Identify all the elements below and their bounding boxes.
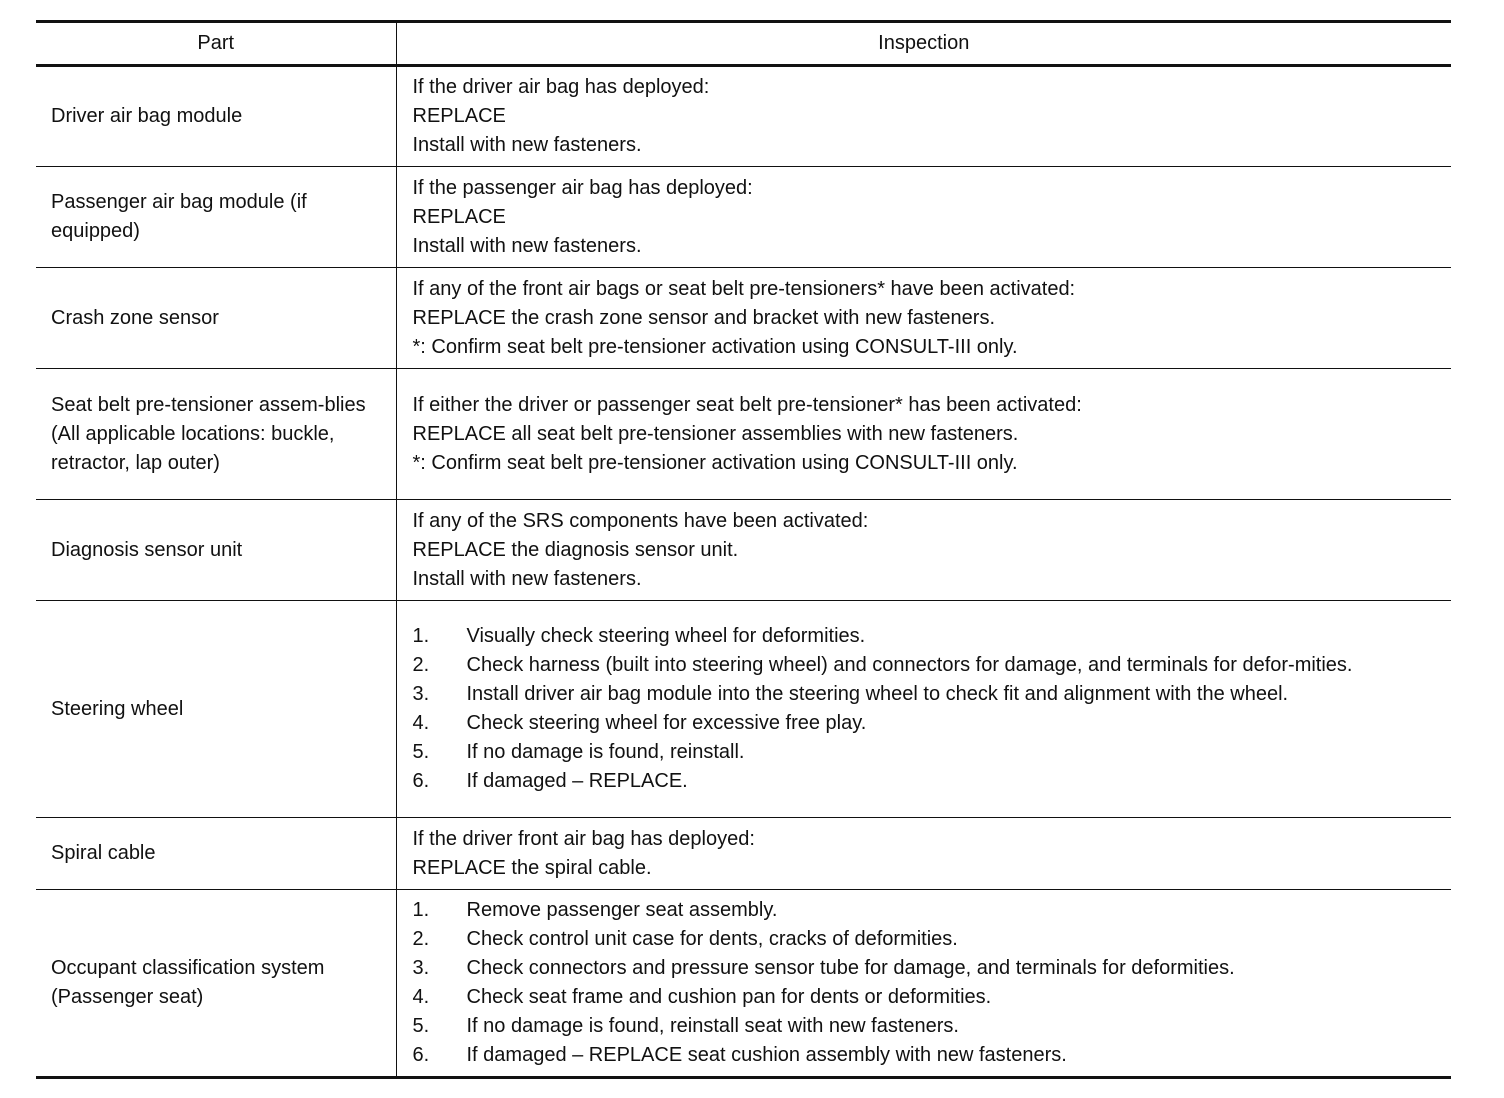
step-number: 5.	[412, 1015, 430, 1037]
part-note: (All applicable locations: buckle, retractor, lap outer)	[51, 422, 335, 474]
step-item	[413, 738, 1442, 767]
part-name: Spiral cable	[51, 842, 156, 864]
table-row	[36, 818, 1451, 890]
inspection-cell	[396, 500, 1451, 601]
step-text: Check seat frame and cushion pan for dents or deformities.	[466, 986, 992, 1008]
table-row	[36, 268, 1451, 369]
inspection-line: If either the driver or passenger seat belt pre-tensioner* has been activated:	[412, 393, 1082, 416]
table-row	[36, 369, 1451, 500]
inspection-cell	[396, 890, 1451, 1078]
inspection-line: Install with new fasteners.	[412, 234, 642, 257]
step-item	[413, 709, 1442, 738]
part-cell	[36, 818, 396, 890]
inspection-line: Install with new fasteners.	[412, 134, 642, 156]
inspection-cell	[396, 601, 1451, 818]
step-number: 2.	[412, 928, 430, 950]
part-cell	[36, 268, 396, 369]
table-row	[36, 66, 1451, 167]
inspection-line: REPLACE	[412, 105, 506, 127]
step-item	[413, 767, 1442, 796]
part-name: Seat belt pre-tensioner assem-blies	[51, 393, 366, 416]
step-item	[413, 983, 1442, 1012]
inspection-line: REPLACE the diagnosis sensor unit.	[412, 538, 739, 561]
step-number: 3.	[412, 957, 430, 979]
step-item	[413, 954, 1442, 983]
table-row	[36, 601, 1451, 818]
inspection-table	[36, 20, 1451, 1079]
part-cell	[36, 601, 396, 818]
inspection-line: *: Confirm seat belt pre-tensioner activation using CONSULT-III only.	[412, 451, 1018, 474]
table-row	[36, 500, 1451, 601]
inspection-line: If any of the front air bags or seat belt pre-tensioners* have been activated:	[412, 277, 1076, 300]
inspection-cell	[396, 268, 1451, 369]
part-cell	[36, 500, 396, 601]
part-name: Crash zone sensor	[51, 306, 219, 329]
column-header-inspection: Inspection	[396, 22, 1451, 66]
step-text: Visually check steering wheel for deformities.	[466, 625, 866, 647]
step-item	[413, 622, 1442, 651]
inspection-line: REPLACE	[412, 205, 506, 228]
step-text: Install driver air bag module into the steering wheel to check fit and alignment with the wheel.	[466, 683, 1289, 705]
step-number: 3.	[412, 683, 430, 705]
step-text: Check steering wheel for excessive free play.	[466, 712, 867, 734]
step-text: Check connectors and pressure sensor tube for damage, and terminals for deformities.	[466, 957, 1235, 979]
step-number: 6.	[412, 1044, 430, 1066]
table-header-row	[36, 22, 1451, 66]
inspection-line: If any of the SRS components have been activated:	[412, 509, 869, 532]
step-number: 6.	[412, 770, 430, 792]
inspection-steps	[413, 622, 1442, 796]
step-item	[413, 651, 1442, 680]
inspection-line: If the driver front air bag has deployed:	[412, 827, 755, 850]
part-cell	[36, 890, 396, 1078]
inspection-line: *: Confirm seat belt pre-tensioner activation using CONSULT-III only.	[412, 335, 1018, 358]
part-name: Driver air bag module	[51, 105, 243, 127]
part-cell	[36, 167, 396, 268]
inspection-line: If the passenger air bag has deployed:	[412, 176, 753, 199]
column-header-part: Part	[36, 22, 396, 66]
step-item	[413, 896, 1442, 925]
inspection-cell	[396, 369, 1451, 500]
step-number: 4.	[412, 712, 430, 734]
table-row	[36, 167, 1451, 268]
step-text: If damaged – REPLACE seat cushion assembly with new fasteners.	[466, 1044, 1067, 1066]
part-name: Steering wheel	[51, 697, 184, 720]
step-text: Check control unit case for dents, cracks of deformities.	[466, 928, 958, 950]
part-name: Passenger air bag module (if equipped)	[51, 191, 307, 242]
step-number: 4.	[412, 986, 430, 1008]
inspection-table-container	[36, 20, 1451, 1079]
part-name: Occupant classification system (Passenger seat)	[51, 957, 325, 1008]
step-item	[413, 680, 1442, 709]
step-item	[413, 925, 1442, 954]
inspection-cell	[396, 167, 1451, 268]
table-row	[36, 890, 1451, 1078]
inspection-line: If the driver air bag has deployed:	[412, 76, 710, 98]
step-item	[413, 1041, 1442, 1070]
step-number: 5.	[412, 741, 430, 763]
part-name: Diagnosis sensor unit	[51, 538, 243, 561]
inspection-cell	[396, 818, 1451, 890]
step-number: 1.	[412, 625, 430, 647]
step-text: If no damage is found, reinstall seat with new fasteners.	[466, 1015, 959, 1037]
step-text: If damaged – REPLACE.	[466, 770, 688, 792]
inspection-line: REPLACE all seat belt pre-tensioner assemblies with new fasteners.	[412, 422, 1019, 445]
inspection-line: REPLACE the crash zone sensor and bracket with new fasteners.	[412, 306, 996, 329]
step-text: If no damage is found, reinstall.	[466, 741, 745, 763]
step-text: Check harness (built into steering wheel) and connectors for damage, and terminals for defor-mities.	[466, 654, 1353, 676]
inspection-line: Install with new fasteners.	[412, 567, 642, 590]
inspection-line: REPLACE the spiral cable.	[412, 856, 652, 879]
part-cell	[36, 369, 396, 500]
step-number: 2.	[412, 654, 430, 676]
part-cell	[36, 66, 396, 167]
inspection-steps	[413, 896, 1442, 1070]
step-text: Remove passenger seat assembly.	[466, 899, 778, 921]
inspection-cell	[396, 66, 1451, 167]
step-number: 1.	[412, 899, 430, 921]
step-item	[413, 1012, 1442, 1041]
